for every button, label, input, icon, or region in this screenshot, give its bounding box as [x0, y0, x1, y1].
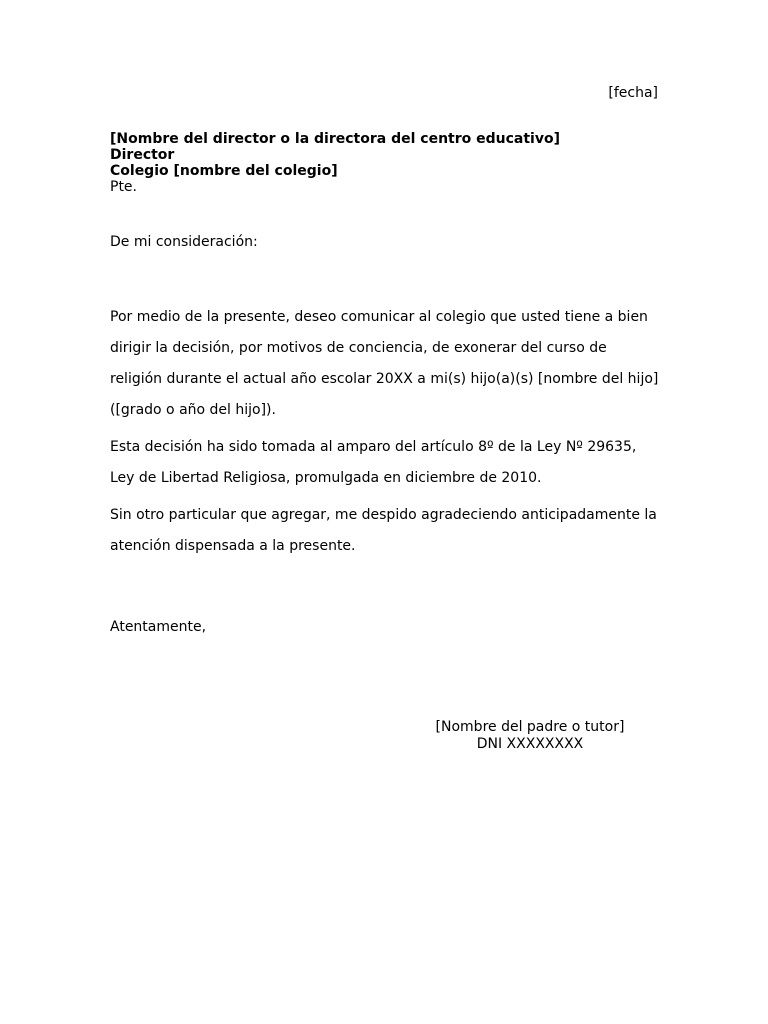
- recipient-pte: Pte.: [110, 179, 137, 195]
- letter-body: [110, 302, 660, 568]
- signature-name: [Nombre del padre o tutor]: [435, 719, 625, 735]
- body-paragraph: Esta decisión ha sido tomada al amparo del artículo 8º de la Ley Nº 29635, Ley de Libertad Religiosa, promulgada en diciembre de 2010.: [110, 439, 637, 486]
- recipient-school: Colegio [nombre del colegio]: [110, 163, 338, 179]
- signature-dni: DNI XXXXXXXX: [476, 736, 584, 752]
- letter-greeting: De mi consideración:: [110, 234, 258, 250]
- letter-closing: Atentamente,: [110, 619, 207, 635]
- signature-block: [420, 719, 640, 753]
- letter-date: [fecha]: [608, 85, 658, 101]
- body-paragraph: Sin otro particular que agregar, me despido agradeciendo anticipadamente la atención dispensada a la presente.: [110, 507, 657, 554]
- recipient-block: [110, 131, 560, 195]
- recipient-name: [Nombre del director o la directora del centro educativo]: [110, 131, 560, 147]
- recipient-role: Director: [110, 147, 175, 163]
- body-paragraph: Por medio de la presente, deseo comunicar al colegio que usted tiene a bien dirigir la decisión, por motivos de conciencia, de exonerar del curso de religión durante el actual año escolar 20XX a mi(s) hijo(a)(s) [nombre del hijo] ([grado o año del hijo]).: [110, 309, 659, 418]
